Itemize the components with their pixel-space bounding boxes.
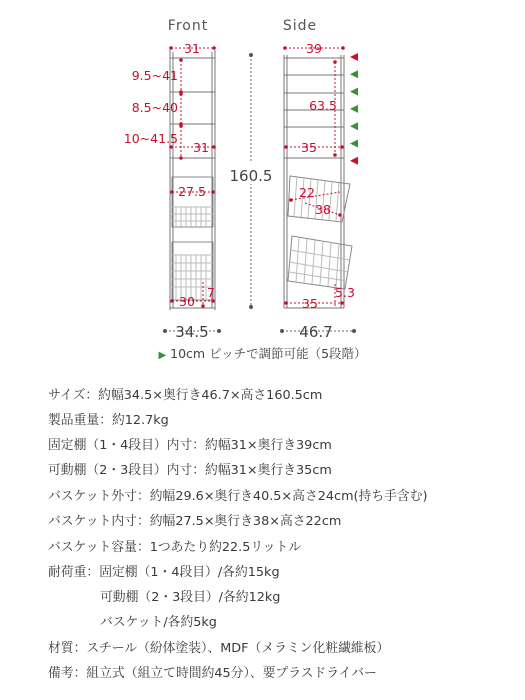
- front-rack-drawing: [170, 50, 215, 310]
- spec-basket-outer: バスケット外寸：約幅29.6×奥行き40.5×高さ24cm(持ち手含む): [48, 489, 428, 504]
- pitch-note: [0, 344, 525, 362]
- pitch-marker-triangle: [350, 157, 358, 165]
- front-gap2-label: 8.5~40: [131, 100, 178, 115]
- side-dimension-lines: [285, 48, 343, 306]
- overall-height-label: 160.5: [229, 167, 273, 185]
- front-inner-shelf-label: 31: [193, 140, 209, 155]
- pitch-marker-triangle: [350, 53, 358, 61]
- pitch-marker-triangle: [350, 105, 358, 113]
- spec-notes: 備考：組立式（組立て時間約45分）、要プラスドライバー: [48, 666, 377, 681]
- pitch-marker-triangle: [350, 88, 358, 96]
- spec-load-fixed: 耐荷重：固定棚（1・4段目）/各約15kg: [48, 565, 280, 580]
- side-view-title: Side: [282, 18, 318, 34]
- side-foot-height-label: 5.3: [335, 285, 355, 300]
- front-top-inner-label: 31: [184, 41, 200, 56]
- spec-movable-shelf: 可動棚（2・3段目）内寸：約幅31×奥行き35cm: [48, 463, 332, 478]
- spec-size: サイズ：約幅34.5×奥行き46.7×高さ160.5cm: [48, 388, 323, 403]
- side-outer-depth-label: 46.7: [299, 323, 333, 341]
- side-top-depth-label: 39: [306, 41, 322, 56]
- pitch-note-text: 10cm ピッチで調節可能（5段階）: [170, 346, 367, 361]
- spec-material: 材質：スチール（紛体塗装）、MDF（メラミン化粧繊維板）: [48, 641, 390, 656]
- front-view-title: Front: [167, 18, 209, 34]
- side-basket-width-label: 22: [299, 185, 315, 200]
- side-basket-depth-label: 38: [315, 202, 331, 217]
- spec-load-basket: バスケット/各約5kg: [100, 615, 217, 630]
- side-rack-drawing: [284, 55, 352, 308]
- side-shelf-depth-label: 35: [301, 140, 317, 155]
- spec-fixed-shelf: 固定棚（1・4段目）内寸：約幅31×奥行き39cm: [48, 438, 332, 453]
- pitch-marker-triangle: [350, 140, 358, 148]
- play-triangle-icon: ▶: [158, 350, 167, 361]
- front-outer-width-label: 34.5: [175, 323, 209, 341]
- spec-basket-capacity: バスケット容量：1つあたり約22.5リットル: [48, 540, 302, 555]
- pitch-marker-triangle: [350, 70, 358, 78]
- pitch-markers: [350, 53, 358, 165]
- front-basket-bottom-label: 30: [179, 294, 195, 309]
- spec-basket-inner: バスケット内寸：約幅27.5×奥行き38×高さ22cm: [48, 514, 342, 529]
- pitch-marker-triangle: [350, 122, 358, 130]
- side-pitch-span-label: 63.5: [309, 98, 337, 113]
- side-bottom-depth-label: 35: [302, 296, 318, 311]
- front-basket-width-label: 27.5: [178, 184, 206, 199]
- front-gap1-label: 9.5~41: [131, 68, 178, 83]
- spec-load-movable: 可動棚（2・3段目）/各約12kg: [100, 590, 281, 605]
- front-foot-label: 7: [207, 285, 215, 300]
- spec-weight: 製品重量：約12.7kg: [48, 413, 169, 428]
- front-gap3-label: 10~41.5: [123, 131, 178, 146]
